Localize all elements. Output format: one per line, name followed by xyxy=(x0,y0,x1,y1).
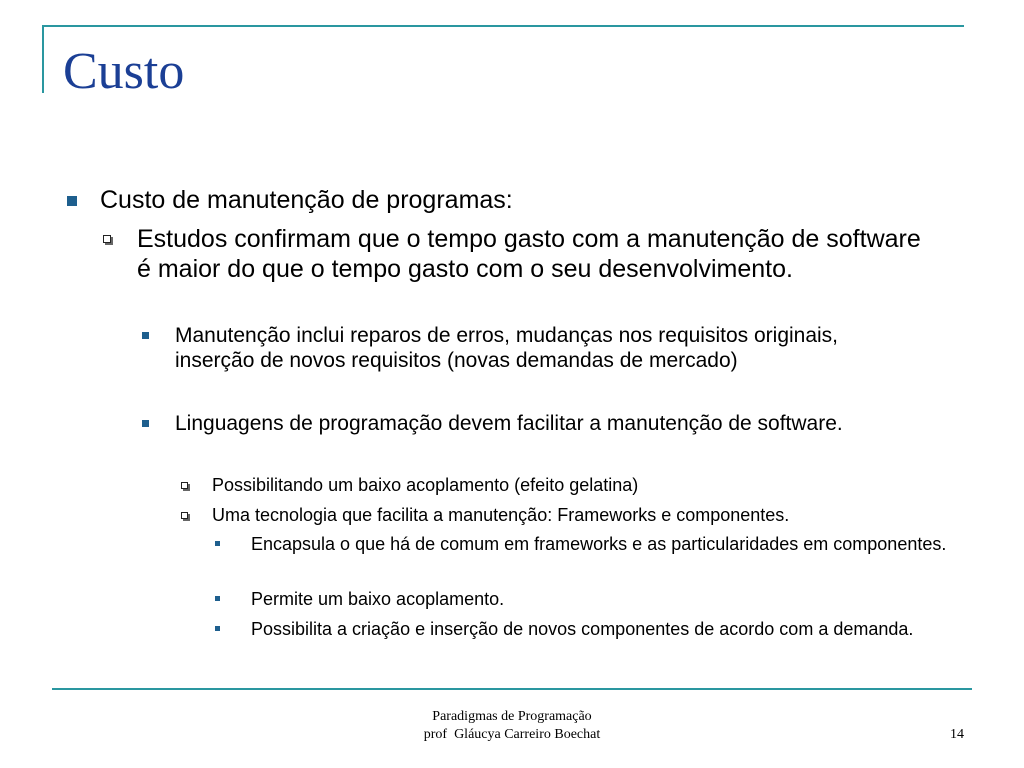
bullet-item xyxy=(212,504,972,526)
bullet-text: Uma tecnologia que facilita a manutenção: Frameworks e componentes. xyxy=(212,505,790,525)
bullet-item xyxy=(251,618,981,640)
bullet-text: Estudos confirmam que o tempo gasto com a manutenção de software é maior do que o tempo gasto com o seu desenvolvimento. xyxy=(137,225,921,283)
bullet-text: Permite um baixo acoplamento. xyxy=(251,589,505,609)
page-number: 14 xyxy=(950,727,964,742)
hollow-square-bullet-icon xyxy=(103,235,111,243)
small-square-bullet-icon xyxy=(215,541,220,546)
bullet-item xyxy=(212,474,972,496)
square-bullet-icon xyxy=(142,420,149,427)
small-square-bullet-icon xyxy=(215,626,220,631)
bullet-item xyxy=(175,411,915,436)
bullet-text: Linguagens de programação devem facilitar a manutenção de software. xyxy=(175,412,843,435)
bullet-text: Possibilitando um baixo acoplamento (efeito gelatina) xyxy=(212,475,639,495)
bullet-item xyxy=(251,533,981,555)
bullet-item xyxy=(251,588,981,610)
square-bullet-icon xyxy=(142,332,149,339)
slide-title: Custo xyxy=(63,43,185,100)
small-square-bullet-icon xyxy=(215,596,220,601)
hollow-square-bullet-icon xyxy=(181,482,188,489)
left-rule xyxy=(42,25,44,93)
bullet-text: Possibilita a criação e inserção de novos componentes de acordo com a demanda. xyxy=(251,619,914,639)
hollow-square-bullet-icon xyxy=(181,512,188,519)
bullet-text: Encapsula o que há de comum em frameworks e as particularidades em componentes. xyxy=(251,534,947,554)
bullet-item xyxy=(175,323,915,373)
footer-rule xyxy=(52,688,972,690)
footer-professor: prof Gláucya Carreiro Boechat xyxy=(423,727,601,742)
footer-course: Paradigmas de Programação xyxy=(432,709,592,724)
square-bullet-icon xyxy=(67,196,77,206)
bullet-text: Manutenção inclui reparos de erros, mudanças nos requisitos originais, inserção de novos requisitos (novas demandas de mercado) xyxy=(175,324,839,372)
bullet-item xyxy=(100,185,980,215)
bullet-item xyxy=(137,224,937,284)
footer-credits xyxy=(312,708,712,744)
top-rule xyxy=(42,25,964,27)
bullet-text: Custo de manutenção de programas: xyxy=(100,186,513,214)
